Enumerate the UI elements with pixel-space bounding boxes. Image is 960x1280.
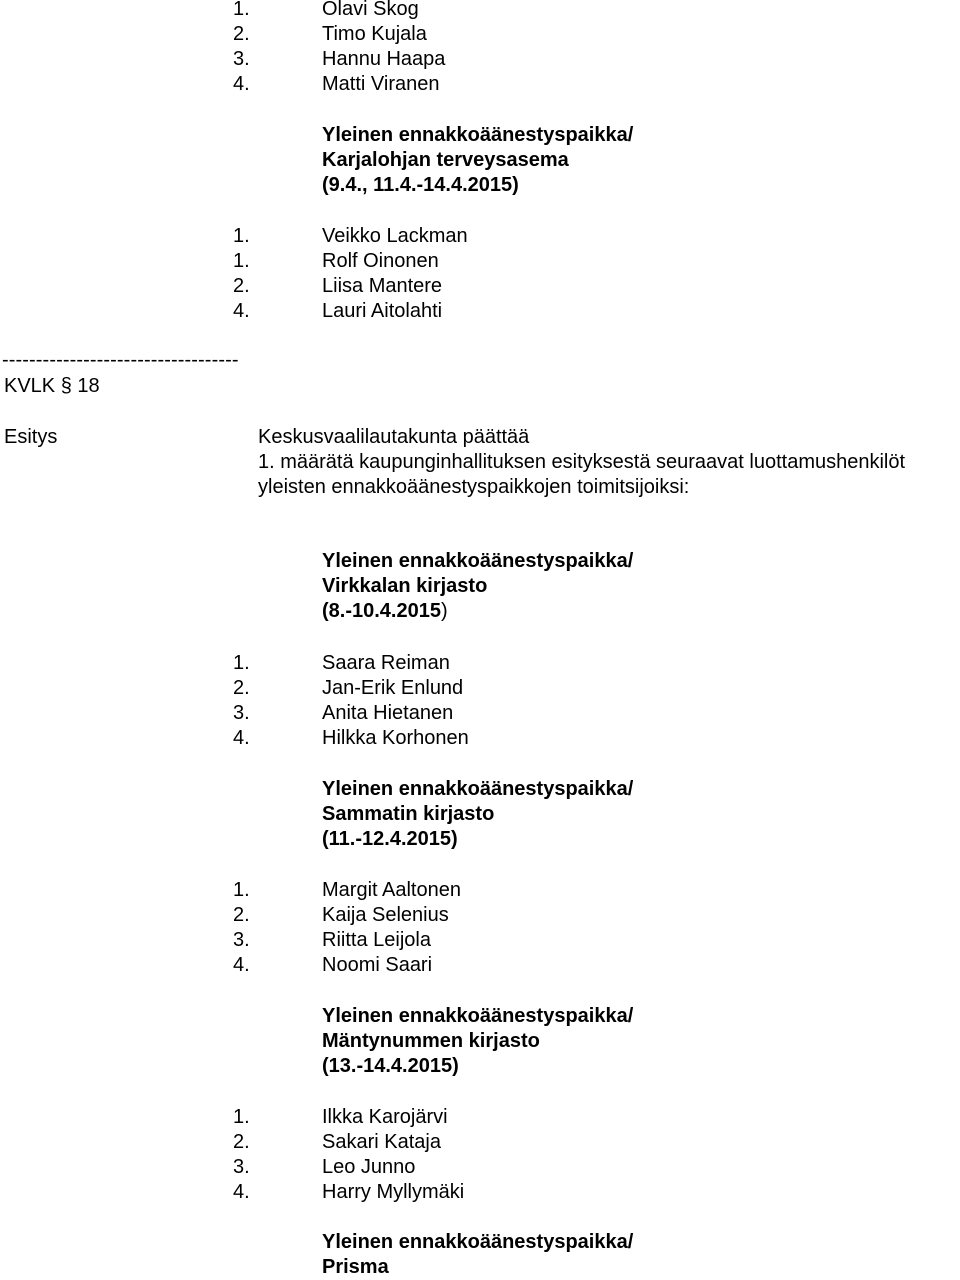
item-number: 3.: [233, 48, 250, 70]
member-name: Kaija Selenius: [322, 904, 449, 926]
top-member-list: [0, 0, 960, 97]
member-name: Riitta Leijola: [322, 929, 431, 951]
item-number: 2.: [233, 677, 250, 699]
item-number: 3.: [233, 1156, 250, 1178]
location-dates-main: (8.-10.4.2015: [322, 600, 441, 622]
virkkala-heading: [0, 549, 960, 624]
proposal-line: yleisten ennakkoäänestyspaikkojen toimitsijoiksi:: [258, 476, 690, 498]
member-name: Leo Junno: [322, 1156, 416, 1178]
member-name: Saara Reiman: [322, 652, 450, 674]
sammatti-heading: [0, 777, 960, 852]
item-number: 3.: [233, 702, 250, 724]
list-item: [0, 72, 960, 97]
virkkala-member-list: [0, 651, 960, 751]
list-item: [0, 878, 960, 903]
list-item: [0, 1130, 960, 1155]
member-name: Harry Myllymäki: [322, 1181, 465, 1203]
item-number: 2.: [233, 904, 250, 926]
location-heading-line: Yleinen ennakkoäänestyspaikka/: [322, 550, 634, 572]
item-number: 2.: [233, 275, 250, 297]
proposal-line: Keskusvaalilautakunta päättää: [258, 426, 530, 448]
item-number: 1.: [233, 652, 250, 674]
location-heading-line: Yleinen ennakkoäänestyspaikka/: [322, 778, 634, 800]
member-name: Hannu Haapa: [322, 48, 446, 70]
item-number: 1.: [233, 879, 250, 901]
list-item: [0, 953, 960, 978]
location-dates: (11.-12.4.2015): [322, 828, 458, 850]
member-name: Noomi Saari: [322, 954, 433, 976]
proposal-line: 1. määrätä kaupunginhallituksen esityksestä seuraavat luottamushenkilöt: [258, 451, 906, 473]
item-number: 3.: [233, 929, 250, 951]
item-number: 4.: [233, 954, 250, 976]
location-dates-close: ): [440, 600, 448, 622]
esitys-label: Esitys: [4, 426, 58, 448]
list-item: [0, 1155, 960, 1180]
location-name: Karjalohjan terveysasema: [322, 149, 569, 171]
location-dates: [0, 599, 960, 624]
item-number: 1.: [233, 250, 250, 272]
location-dates: (13.-14.4.2015): [322, 1055, 459, 1077]
item-number: 4.: [233, 300, 250, 322]
list-item: [0, 0, 960, 22]
list-item: [0, 299, 960, 324]
location-name: Virkkalan kirjasto: [322, 575, 488, 597]
location-heading-line: Yleinen ennakkoäänestyspaikka/: [322, 1231, 634, 1253]
list-item: [0, 903, 960, 928]
karjalohja-member-list: [0, 224, 960, 324]
member-name: Hilkka Korhonen: [322, 727, 469, 749]
list-item: [0, 1180, 960, 1205]
member-name: Olavi Skog: [322, 0, 419, 20]
member-name: Jan-Erik Enlund: [322, 677, 464, 699]
list-item: [0, 1105, 960, 1130]
member-name: Timo Kujala: [322, 23, 427, 45]
item-number: 1.: [233, 1106, 250, 1128]
member-name: Sakari Kataja: [322, 1131, 441, 1153]
location-heading-line: Yleinen ennakkoäänestyspaikka/: [322, 124, 634, 146]
list-item: [0, 224, 960, 249]
item-number: 4.: [233, 73, 250, 95]
member-name: Rolf Oinonen: [322, 250, 439, 272]
location-dates: (9.4., 11.4.-14.4.2015): [322, 174, 519, 196]
item-number: 4.: [233, 1181, 250, 1203]
member-name: Lauri Aitolahti: [322, 300, 443, 322]
location-name: Mäntynummen kirjasto: [322, 1030, 540, 1052]
karjalohja-heading: [0, 123, 960, 198]
list-item: [0, 676, 960, 701]
item-number: 4.: [233, 727, 250, 749]
list-item: [0, 274, 960, 299]
list-item: [0, 22, 960, 47]
mantynummi-heading: [0, 1004, 960, 1079]
item-number: 1.: [233, 225, 250, 247]
member-name: Margit Aaltonen: [322, 879, 461, 901]
list-item: [0, 701, 960, 726]
item-number: 2.: [233, 23, 250, 45]
item-number: 2.: [233, 1131, 250, 1153]
list-item: [0, 47, 960, 72]
list-item: [0, 249, 960, 274]
member-name: Ilkka Karojärvi: [322, 1106, 448, 1128]
member-name: Anita Hietanen: [322, 702, 454, 724]
list-item: [0, 928, 960, 953]
section-id: KVLK § 18: [4, 375, 100, 397]
location-name: Sammatin kirjasto: [322, 803, 495, 825]
list-item: [0, 651, 960, 676]
member-name: Veikko Lackman: [322, 225, 468, 247]
separator-line: -----------------------------------: [2, 349, 239, 371]
list-item: [0, 726, 960, 751]
proposal-text: [258, 425, 958, 500]
sammatti-member-list: [0, 878, 960, 978]
location-heading-line: Yleinen ennakkoäänestyspaikka/: [322, 1005, 634, 1027]
prisma-heading: [0, 1230, 960, 1280]
item-number: 1.: [233, 0, 250, 20]
mantynummi-member-list: [0, 1105, 960, 1205]
member-name: Liisa Mantere: [322, 275, 443, 297]
location-name: Prisma: [322, 1256, 389, 1278]
member-name: Matti Viranen: [322, 73, 440, 95]
